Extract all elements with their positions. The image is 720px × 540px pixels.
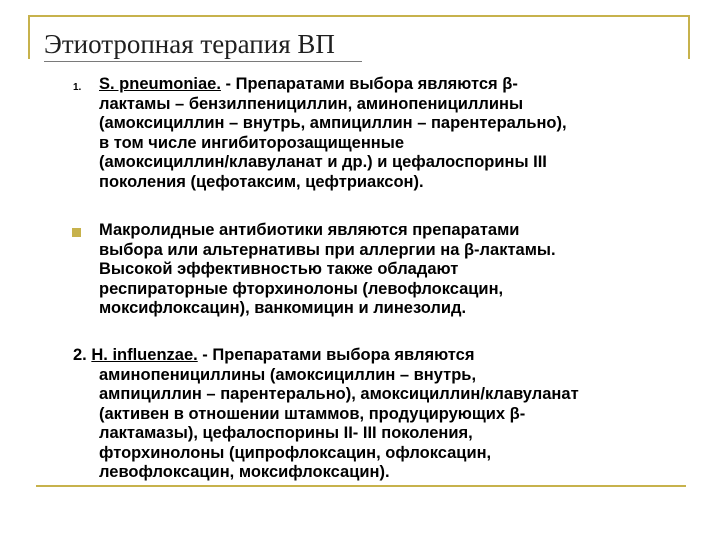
text-line: в том числе ингибиторозащищенные (99, 133, 405, 152)
text-line: респираторные фторхинолоны (левофлоксацин, (99, 279, 504, 298)
text-line: лактамазы), цефалоспорины II- III поколения, (99, 424, 473, 442)
list-item-macrolides (99, 221, 556, 319)
text-line: Высокой эффективностью также обладают (99, 260, 459, 278)
slide-frame-left-line (28, 15, 30, 59)
text-line-content: - Препаратами выбора являются (197, 346, 475, 364)
text-line: ампициллин – парентерально), амоксициллин/клавуланат (99, 385, 579, 403)
slide-frame-top-line (28, 15, 689, 17)
list-item-pneumoniae (99, 75, 567, 192)
list-number-marker: 2. (73, 346, 87, 364)
list-item-influenzae (73, 346, 579, 483)
text-line: левофлоксацин, моксифлоксацин). (99, 463, 390, 481)
text-line (73, 346, 579, 366)
text-line: аминопенициллины (амоксициллин – внутрь, (99, 365, 477, 384)
slide-frame-right-line (688, 15, 690, 59)
slide-title: Этиотропная терапия ВП (44, 29, 335, 59)
text-line: моксифлоксацин), ванкомицин и линезолид. (99, 299, 467, 317)
text-line: поколения (цефотаксим, цефтриаксон). (99, 172, 424, 191)
square-bullet-icon (72, 228, 81, 237)
title-underline (44, 61, 362, 62)
text-line (99, 75, 567, 95)
list-number-marker: 1. (73, 82, 82, 93)
text-line: (амоксициллин/клавуланат и др.) и цефалоспорины III (99, 153, 547, 171)
text-line: выбора или альтернативы при аллергии на β-лактамы. (99, 240, 556, 259)
text-line: фторхинолоны (ципрофлоксацин, офлоксацин, (99, 443, 492, 462)
text-line: лактамы – бензилпенициллин, аминопенициллины (99, 94, 524, 113)
organism-name: H. influenzae. (91, 346, 198, 364)
slide-frame-bottom-line (36, 485, 686, 487)
text-line: (активен в отношении штаммов, продуцирующих β- (99, 404, 526, 423)
text-line-content: - Препаратами выбора являются β- (220, 75, 518, 93)
text-line: Макролидные антибиотики являются препаратами (99, 221, 520, 239)
organism-name: S. pneumoniae. (99, 75, 221, 93)
text-line: (амоксициллин – внутрь, ампициллин – парентерально), (99, 114, 567, 132)
